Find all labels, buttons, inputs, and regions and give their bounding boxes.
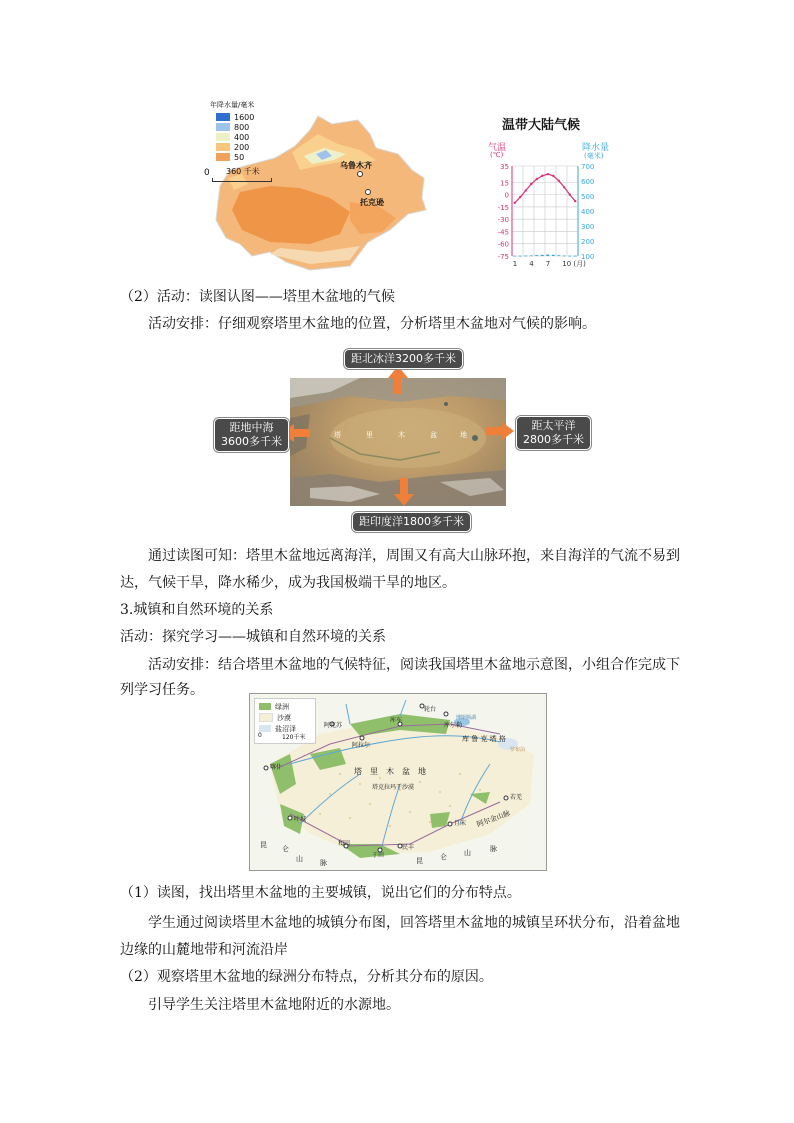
legend-swatch (216, 143, 230, 151)
temp-point (541, 175, 543, 177)
legend-label: 沙漠 (277, 713, 291, 722)
climate-plot (478, 160, 628, 270)
temp-point (547, 173, 549, 175)
precip-axis-label: 降水量 (582, 143, 610, 153)
temp-point (519, 196, 521, 198)
temp-tick-label: 35 (500, 163, 509, 171)
mountain-kunlun-south: 昆 (416, 857, 423, 865)
city-label: 且末 (454, 820, 467, 827)
label-line: 3600多千米 (221, 435, 282, 448)
temp-tick-label: -75 (497, 253, 509, 261)
city-label: 于田 (372, 852, 385, 859)
section-heading-3: 3.城镇和自然环境的关系 (120, 602, 274, 618)
arrow-east-icon (486, 422, 514, 440)
question2: （2）观察塔里木盆地的绿洲分布特点，分析其分布的原因。 (120, 969, 493, 985)
precip-bar (530, 255, 533, 256)
precip-tick-label: 300 (581, 223, 595, 231)
mountain-kunlun-south: 脉 (490, 845, 497, 853)
precip-tick-label: 600 (581, 178, 595, 186)
precip-bar (563, 256, 566, 257)
temp-tick-label: -15 (497, 203, 509, 212)
lake-lopnur: 罗布泊 (510, 747, 526, 753)
temp-point (563, 186, 565, 188)
chart-title: 温带大陆气候 (502, 118, 581, 133)
scale-zero: 0 (204, 168, 210, 178)
temp-axis-unit: (℃) (490, 151, 504, 159)
mountain-kunlun: 脉 (320, 859, 327, 867)
scale-text: 360 千米 (226, 167, 260, 176)
precip-bar (546, 255, 549, 257)
precip-bar (519, 256, 522, 257)
answer2: 引导学生关注塔里木盆地附近的水源地。 (148, 997, 400, 1013)
precip-tick-label: 200 (581, 238, 595, 246)
arrangement3-line1: 活动安排：结合塔里木盆地的气候特征，阅读我国塔里木盆地示意图，小组合作完成下 (148, 657, 680, 673)
legend-swatch (259, 713, 273, 722)
legend-swatch (259, 703, 271, 710)
precip-bar (524, 256, 527, 257)
precip-axis-unit: (毫米) (584, 152, 604, 160)
legend-swatch (216, 153, 230, 161)
legend-value: 400 (234, 132, 250, 142)
city-label: 和田 (338, 840, 351, 847)
temp-point (536, 178, 538, 180)
scale-text: 120千米 (282, 734, 306, 741)
city-label: 叶城 (294, 816, 307, 823)
scale-bar (212, 178, 272, 182)
legend-label: 绿洲 (275, 702, 289, 711)
answer1-line1: 学生通过阅读塔里木盆地的城镇分布图，回答塔里木盆地的城镇呈环状分布，沿着盆地 (148, 915, 680, 931)
arrangement3-line2: 列学习任务。 (120, 682, 204, 698)
legend-swatch (216, 123, 230, 131)
conclusion-line2: 达，气候干旱，降水稀少，成为我国极端干旱的地区。 (120, 575, 456, 591)
city-label: 阿拉尔 (352, 742, 371, 749)
precip-tick-label: 400 (581, 208, 595, 216)
temp-point (574, 200, 576, 202)
label-line: 距地中海 (229, 421, 274, 434)
scale-zero: 0 (258, 732, 262, 739)
label-line: 2800多千米 (523, 433, 584, 446)
temp-point (569, 193, 571, 195)
legend-swatch (216, 113, 230, 121)
desert-label: 塔克拉玛干沙漠 (372, 784, 415, 791)
legend-value: 800 (234, 122, 250, 132)
temp-tick-label: 15 (500, 179, 509, 188)
tarim-basin-map (249, 693, 547, 871)
temp-point (558, 180, 560, 182)
basin-char: 木 (398, 431, 405, 439)
temp-tick-label: -30 (497, 216, 509, 225)
legend-item (216, 152, 254, 162)
activity2-arrangement: 活动安排：仔细观察塔里木盆地的位置，分析塔里木盆地对气候的影响。 (148, 316, 596, 332)
label-arctic-ocean: 距北冰洋3200多千米 (344, 349, 463, 369)
city-label: 若羌 (510, 794, 523, 801)
precip-bar (557, 255, 560, 256)
city-label-urumqi: 乌鲁木齐 (340, 161, 372, 170)
precip-bar (541, 255, 544, 256)
temp-axis-label: 气温 (488, 143, 507, 153)
legend-swatch (259, 725, 271, 732)
activity3-heading: 活动：探究学习——城镇和自然环境的关系 (120, 629, 386, 645)
precip-tick-label: 700 (581, 163, 595, 171)
city-label: 喀什 (270, 764, 283, 771)
basin-char: 塔 (334, 431, 341, 439)
mountain-kunlun-south: 仑 (440, 853, 447, 861)
precip-tick-label: 100 (581, 253, 595, 261)
temp-tick-label: -45 (497, 228, 509, 237)
x-tick-label: 4 (529, 260, 534, 268)
legend-item (255, 701, 315, 712)
basin-char: 里 (366, 431, 373, 439)
city-label: 阿克苏 (324, 722, 343, 729)
basin-char: 地 (460, 431, 467, 439)
conclusion-line1: 通过读图可知：塔里木盆地远离海洋，周围又有高大山脉环抱，来自海洋的气流不易到 (148, 548, 680, 564)
precipitation-map (200, 94, 440, 274)
legend-value: 1600 (234, 112, 255, 122)
x-tick-label: 10 (月) (562, 260, 586, 268)
climate-chart (478, 110, 628, 270)
city-label: 库车 (390, 717, 403, 724)
city-label: 民丰 (402, 844, 415, 851)
legend-list (216, 112, 254, 162)
x-tick-label: 1 (512, 260, 518, 268)
legend-label: 盐沼泽 (275, 724, 296, 733)
temp-tick-label: -60 (497, 240, 509, 249)
legend-item (216, 142, 254, 152)
city-label-toksun: 托克逊 (360, 198, 384, 207)
temp-point (525, 189, 527, 191)
label-line: 距太平洋 (531, 419, 576, 432)
temp-point (514, 202, 516, 204)
legend-item (216, 132, 254, 142)
arrow-south-icon (394, 478, 414, 506)
precip-tick-label: 500 (581, 193, 595, 201)
legend-item (255, 712, 315, 723)
precip-bar (513, 256, 516, 257)
arrow-north-icon (388, 366, 408, 394)
legend-swatch (216, 133, 230, 141)
satellite-figure (214, 346, 594, 536)
temp-tick-label: 0 (504, 191, 509, 200)
activity2-heading: （2）活动：读图认图——塔里木盆地的气候 (120, 289, 395, 305)
temp-point (552, 175, 554, 177)
basin-label: 塔 里 木 盆 地 (354, 767, 426, 776)
city-label: 轮台 (424, 706, 437, 713)
mountain-kunlun: 仑 (282, 845, 289, 853)
legend-item (216, 112, 254, 122)
basin-char: 盆 (430, 431, 437, 439)
label-mediterranean (214, 418, 289, 452)
mountain-altun: 阿尔金山脉 (475, 809, 512, 829)
label-indian-ocean: 距印度洋1800多千米 (352, 512, 471, 532)
mountain-kunlun: 山 (296, 855, 303, 863)
x-tick-label: 7 (545, 260, 551, 268)
mountain-kunlun: 昆 (260, 841, 267, 849)
precip-bar (535, 255, 538, 256)
legend-title: 年降水量/毫米 (210, 101, 255, 109)
city-label: 库尔勒 (444, 722, 463, 729)
temp-point (530, 183, 532, 185)
question1: （1）读图，找出塔里木盆地的主要城镇，说出它们的分布特点。 (120, 885, 521, 901)
legend-value: 200 (234, 142, 250, 152)
mountain-kunlun-south: 山 (464, 849, 471, 857)
precip-bar (574, 256, 577, 257)
label-pacific-ocean (516, 416, 591, 450)
precip-bar (568, 256, 571, 257)
legend-item (216, 122, 254, 132)
legend-value: 50 (234, 152, 245, 162)
lake-bosten: 博斯腾湖 (456, 715, 477, 721)
mountain-kuluk: 库 鲁 克 塔 格 (462, 735, 506, 743)
precip-bar (552, 255, 555, 256)
answer1-line2: 边缘的山麓地带和河流沿岸 (120, 942, 288, 958)
